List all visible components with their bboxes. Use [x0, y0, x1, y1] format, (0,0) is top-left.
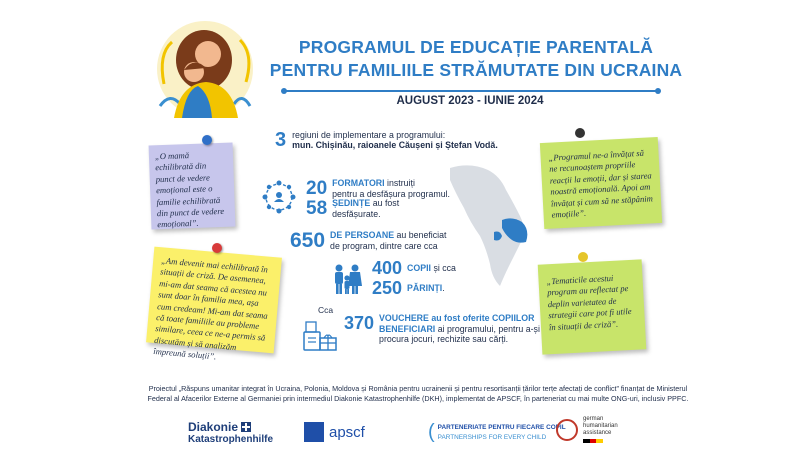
sessions-text-1: au fost	[370, 198, 400, 208]
persons-stat	[290, 230, 446, 251]
title-line-2: PENTRU FAMILIILE STRĂMUTATE DIN UCRAINA	[269, 60, 683, 80]
children-number: 400	[372, 258, 403, 278]
globe-icon	[556, 419, 578, 441]
cross-icon	[241, 422, 251, 432]
gha-logo-text-3: assistance	[583, 430, 612, 436]
vouchers-text: ai programului, pentru a-și procura jocuri, rechizite sau cărți.	[379, 323, 540, 344]
trainers-text-1: instruiți	[384, 178, 415, 188]
ppfc-logo-text-en: PARTNERSHIPS FOR EVERY CHILD	[437, 433, 547, 441]
vouchers-approx-label: Cca	[318, 305, 334, 315]
sessions-text-2: desfășurate.	[332, 208, 381, 219]
trainers-label: FORMATORI	[332, 178, 385, 188]
vouchers-label: VOUCHERE au fost oferite COPIILOR BENEFICIARI	[379, 313, 535, 334]
apscf-emblem-icon	[304, 422, 324, 442]
persons-label: DE PERSOANE	[330, 230, 395, 240]
gift-books-icon	[302, 318, 338, 354]
gha-logo-text-1: german	[583, 416, 604, 422]
parents-label: PĂRINȚI	[407, 282, 443, 293]
pushpin-icon	[202, 135, 212, 145]
children-text: și cca	[431, 262, 456, 273]
sessions-stat	[306, 198, 399, 219]
german-flag-icon	[583, 439, 603, 443]
testimonial-note-green-bottom: „Tematicile acestui program au reflectat pe deplin varietatea de strategii care pot fi utile în situații de criză”.	[538, 259, 647, 354]
mother-child-illustration	[150, 14, 260, 124]
moldova-map-icon	[440, 160, 560, 290]
pushpin-icon	[575, 128, 585, 138]
vouchers-stat	[344, 313, 549, 345]
parents-number: 250	[372, 278, 403, 298]
testimonial-note-purple: „O mamă echilibrată din punct de vedere emoțional este o familie echilibrată din punct de vedere emoțional”.	[149, 143, 236, 230]
project-description: Proiectul „Răspuns umanitar integrat în Ucraina, Polonia, Moldova și România pentru ucrainenii și pentru resortisanții țărilor terțe afectați de conflict” finanțat de Ministerul Federal al Afacerilor Externe al Germaniei prin intermediul Diakonie Katastrophenhilfe (DKH), implementat de APSCF, în parteneriat cu mai multe ONG-uri, inclusiv PPFC.	[147, 384, 689, 403]
persons-text-2: de program, dintre care cca	[330, 240, 438, 251]
program-period: AUGUST 2023 - IUNIE 2024	[396, 95, 544, 107]
apscf-logo	[304, 422, 365, 442]
title-divider	[284, 90, 658, 92]
persons-text-1: au beneficiat	[394, 230, 447, 240]
german-humanitarian-assistance-logo	[556, 416, 618, 443]
children-label: COPII	[407, 262, 431, 273]
title-line-1: PROGRAMUL DE EDUCAȚIE PARENTALĂ	[298, 37, 654, 57]
sessions-label: ȘEDINȚE	[332, 198, 371, 208]
parents-stat	[372, 278, 445, 298]
regions-number: 3	[275, 129, 287, 151]
diakonie-logo-text: Diakonie	[188, 420, 239, 434]
family-icon	[330, 262, 364, 296]
regions-stat	[275, 130, 498, 150]
page-title	[268, 36, 684, 82]
pushpin-icon	[578, 252, 588, 262]
apscf-logo-text: apscf	[329, 423, 365, 441]
persons-number: 650	[290, 228, 326, 252]
trainers-text-2: pentru a desfășura programul.	[332, 188, 450, 199]
pushpin-icon	[212, 243, 222, 253]
trainers-network-icon	[262, 180, 296, 214]
regions-text: regiuni de implementare a programului:	[292, 130, 446, 140]
regions-list: mun. Chișinău, raioanele Căușeni și Ștefan Vodă.	[292, 140, 498, 150]
ppfc-bracket-icon: (	[428, 421, 435, 443]
trainers-stat	[306, 178, 450, 199]
testimonial-note-green-top: „Programul ne-a învățat să ne recunoaștem propriile reacții la emoții, dar și starea noastră emoțională. Apoi am învățat și cum să ne stăpânim emoțiile”.	[540, 137, 662, 229]
testimonial-note-yellow: „Am devenit mai echilibrată în situații de criză. De asemenea, mi-am dat seama că acestea nu sunt doar în familia mea, așa cum credeam! Mi-am dat seama că toate familiile au probleme similare, ceea ce ne-a permis să discutăm și să analizăm împreună soluții”.	[146, 247, 282, 354]
trainers-number: 20	[306, 177, 328, 199]
parents-text: .	[442, 282, 445, 293]
diakonie-logo-subtext: Katastrophenhilfe	[188, 434, 274, 445]
diakonie-logo	[188, 420, 273, 445]
ppfc-logo-text-ro: PARTENERIATE PENTRU FIECARE COPIL	[437, 423, 566, 431]
vouchers-number: 370	[344, 313, 375, 333]
sessions-number: 58	[306, 197, 328, 219]
ppfc-logo	[428, 422, 566, 442]
gha-logo-text-2: humanitarian	[583, 423, 618, 429]
